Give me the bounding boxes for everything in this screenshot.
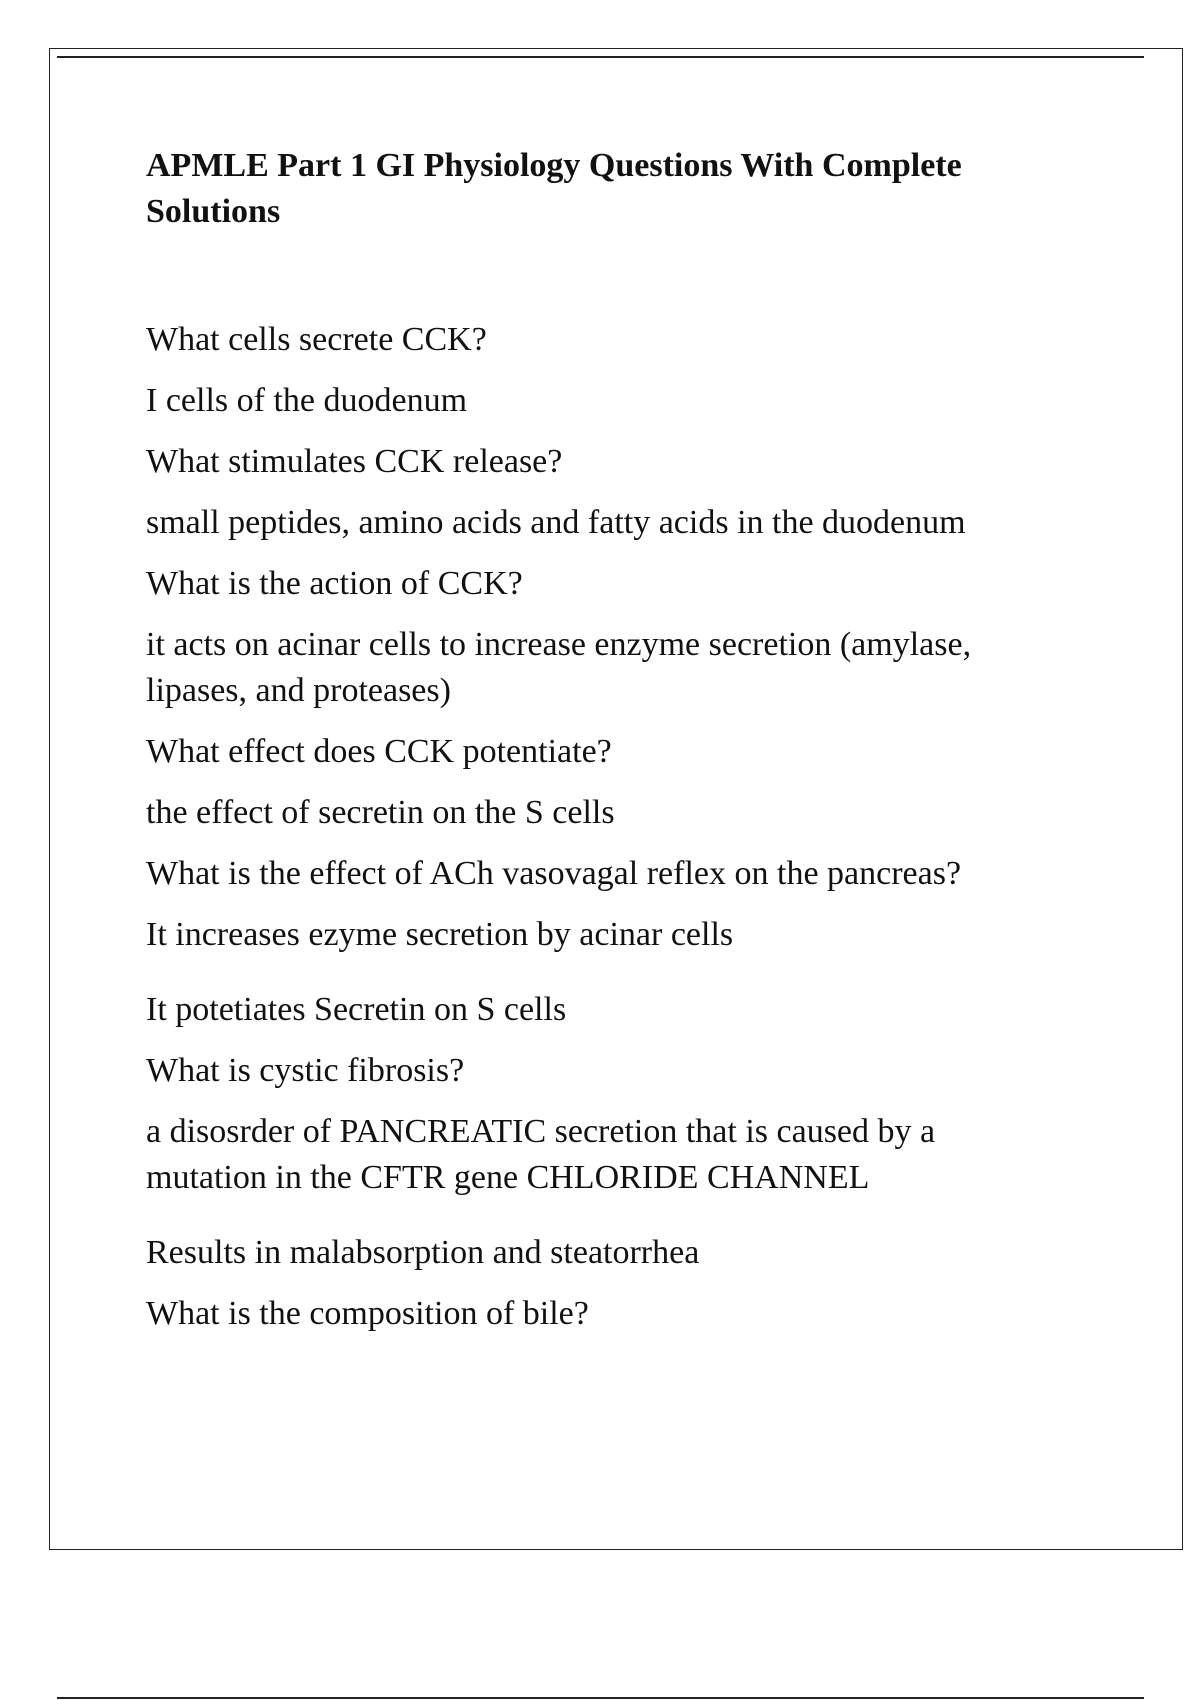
header-rule — [57, 56, 1144, 58]
answer-line: a disosrder of PANCREATIC secretion that is caused by a mutation in the CFTR gene CHLORIDE CHANNEL — [146, 1113, 936, 1196]
question-line: What is the action of CCK? — [146, 565, 523, 602]
question-line: What is cystic fibrosis? — [146, 1052, 465, 1089]
question-line: What effect does CCK potentiate? — [146, 733, 612, 770]
question-line: What is the composition of bile? — [146, 1295, 589, 1332]
answer-line: I cells of the duodenum — [146, 382, 468, 419]
document-body — [146, 143, 1046, 1352]
document-title: APMLE Part 1 GI Physiology Questions With Complete Solutions — [146, 147, 962, 230]
question-line: What is the effect of ACh vasovagal reflex on the pancreas? — [146, 855, 962, 892]
footer-rule — [57, 1697, 1144, 1699]
answer-line: small peptides, amino acids and fatty acids in the duodenum — [146, 504, 966, 541]
answer-line: the effect of secretin on the S cells — [146, 794, 615, 831]
answer-line: It increases ezyme secretion by acinar cells — [146, 916, 734, 953]
answer-line: it acts on acinar cells to increase enzyme secretion (amylase, lipases, and proteases) — [146, 626, 972, 709]
question-line: What stimulates CCK release? — [146, 443, 563, 480]
answer-line: It potetiates Secretin on S cells — [146, 991, 567, 1028]
question-line: What cells secrete CCK? — [146, 321, 487, 358]
answer-line: Results in malabsorption and steatorrhea — [146, 1234, 700, 1271]
